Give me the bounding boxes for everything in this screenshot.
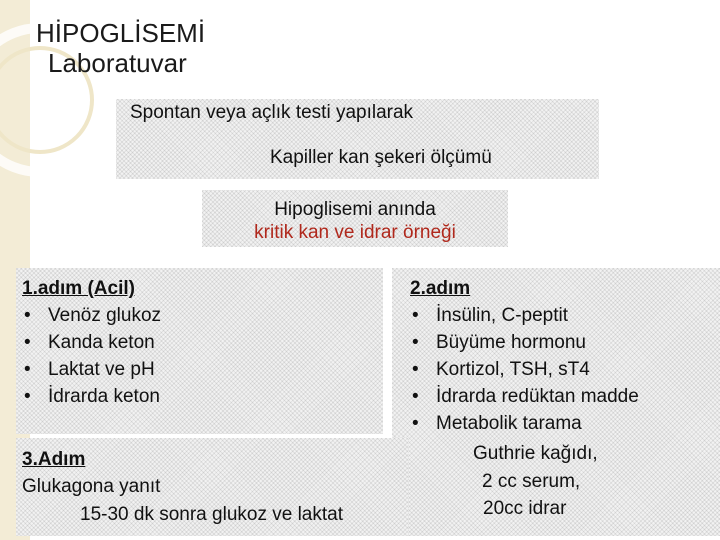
step-3-line-1: Glukagona yanıt xyxy=(22,476,161,497)
list-item: • Venöz glukoz xyxy=(22,302,161,329)
step-1-list xyxy=(22,302,161,410)
metabolic-subitem: 2 cc serum, xyxy=(482,471,581,492)
critical-sample-line-2: kritik kan ve idrar örneği xyxy=(254,222,456,243)
critical-sample-line-1: Hipoglisemi anında xyxy=(274,199,436,220)
capillary-test-line-2: Kapiller kan şekeri ölçümü xyxy=(270,147,492,168)
list-item: • Metabolik tarama xyxy=(410,410,639,437)
step-2-heading: 2.adım xyxy=(410,278,471,299)
critical-sample-box xyxy=(202,190,508,247)
list-item: • Kortizol, TSH, sT4 xyxy=(410,356,639,383)
step-2-list xyxy=(410,302,639,437)
list-item: • Büyüme hormonu xyxy=(410,329,639,356)
list-item: • Laktat ve pH xyxy=(22,356,161,383)
list-item: • İnsülin, C-peptit xyxy=(410,302,639,329)
title-line-2: Laboratuvar xyxy=(48,48,187,78)
capillary-test-line-1: Spontan veya açlık testi yapılarak xyxy=(130,102,414,123)
slide-title xyxy=(36,18,205,78)
step-3-line-2: 15-30 dk sonra glukoz ve laktat xyxy=(80,504,343,525)
title-line-1: HİPOGLİSEMİ xyxy=(36,18,206,48)
list-item: • İdrarda redüktan madde xyxy=(410,383,639,410)
list-item: • İdrarda keton xyxy=(22,383,161,410)
list-item: • Kanda keton xyxy=(22,329,161,356)
step-2-panel xyxy=(410,275,639,437)
metabolic-subitem: 20cc idrar xyxy=(483,498,567,519)
step-1-heading: 1.adım (Acil) xyxy=(22,278,135,299)
metabolic-subitem: Guthrie kağıdı, xyxy=(473,443,598,464)
step-1-panel xyxy=(22,275,161,410)
capillary-test-box xyxy=(116,99,599,179)
step-3-heading: 3.Adım xyxy=(22,449,86,470)
